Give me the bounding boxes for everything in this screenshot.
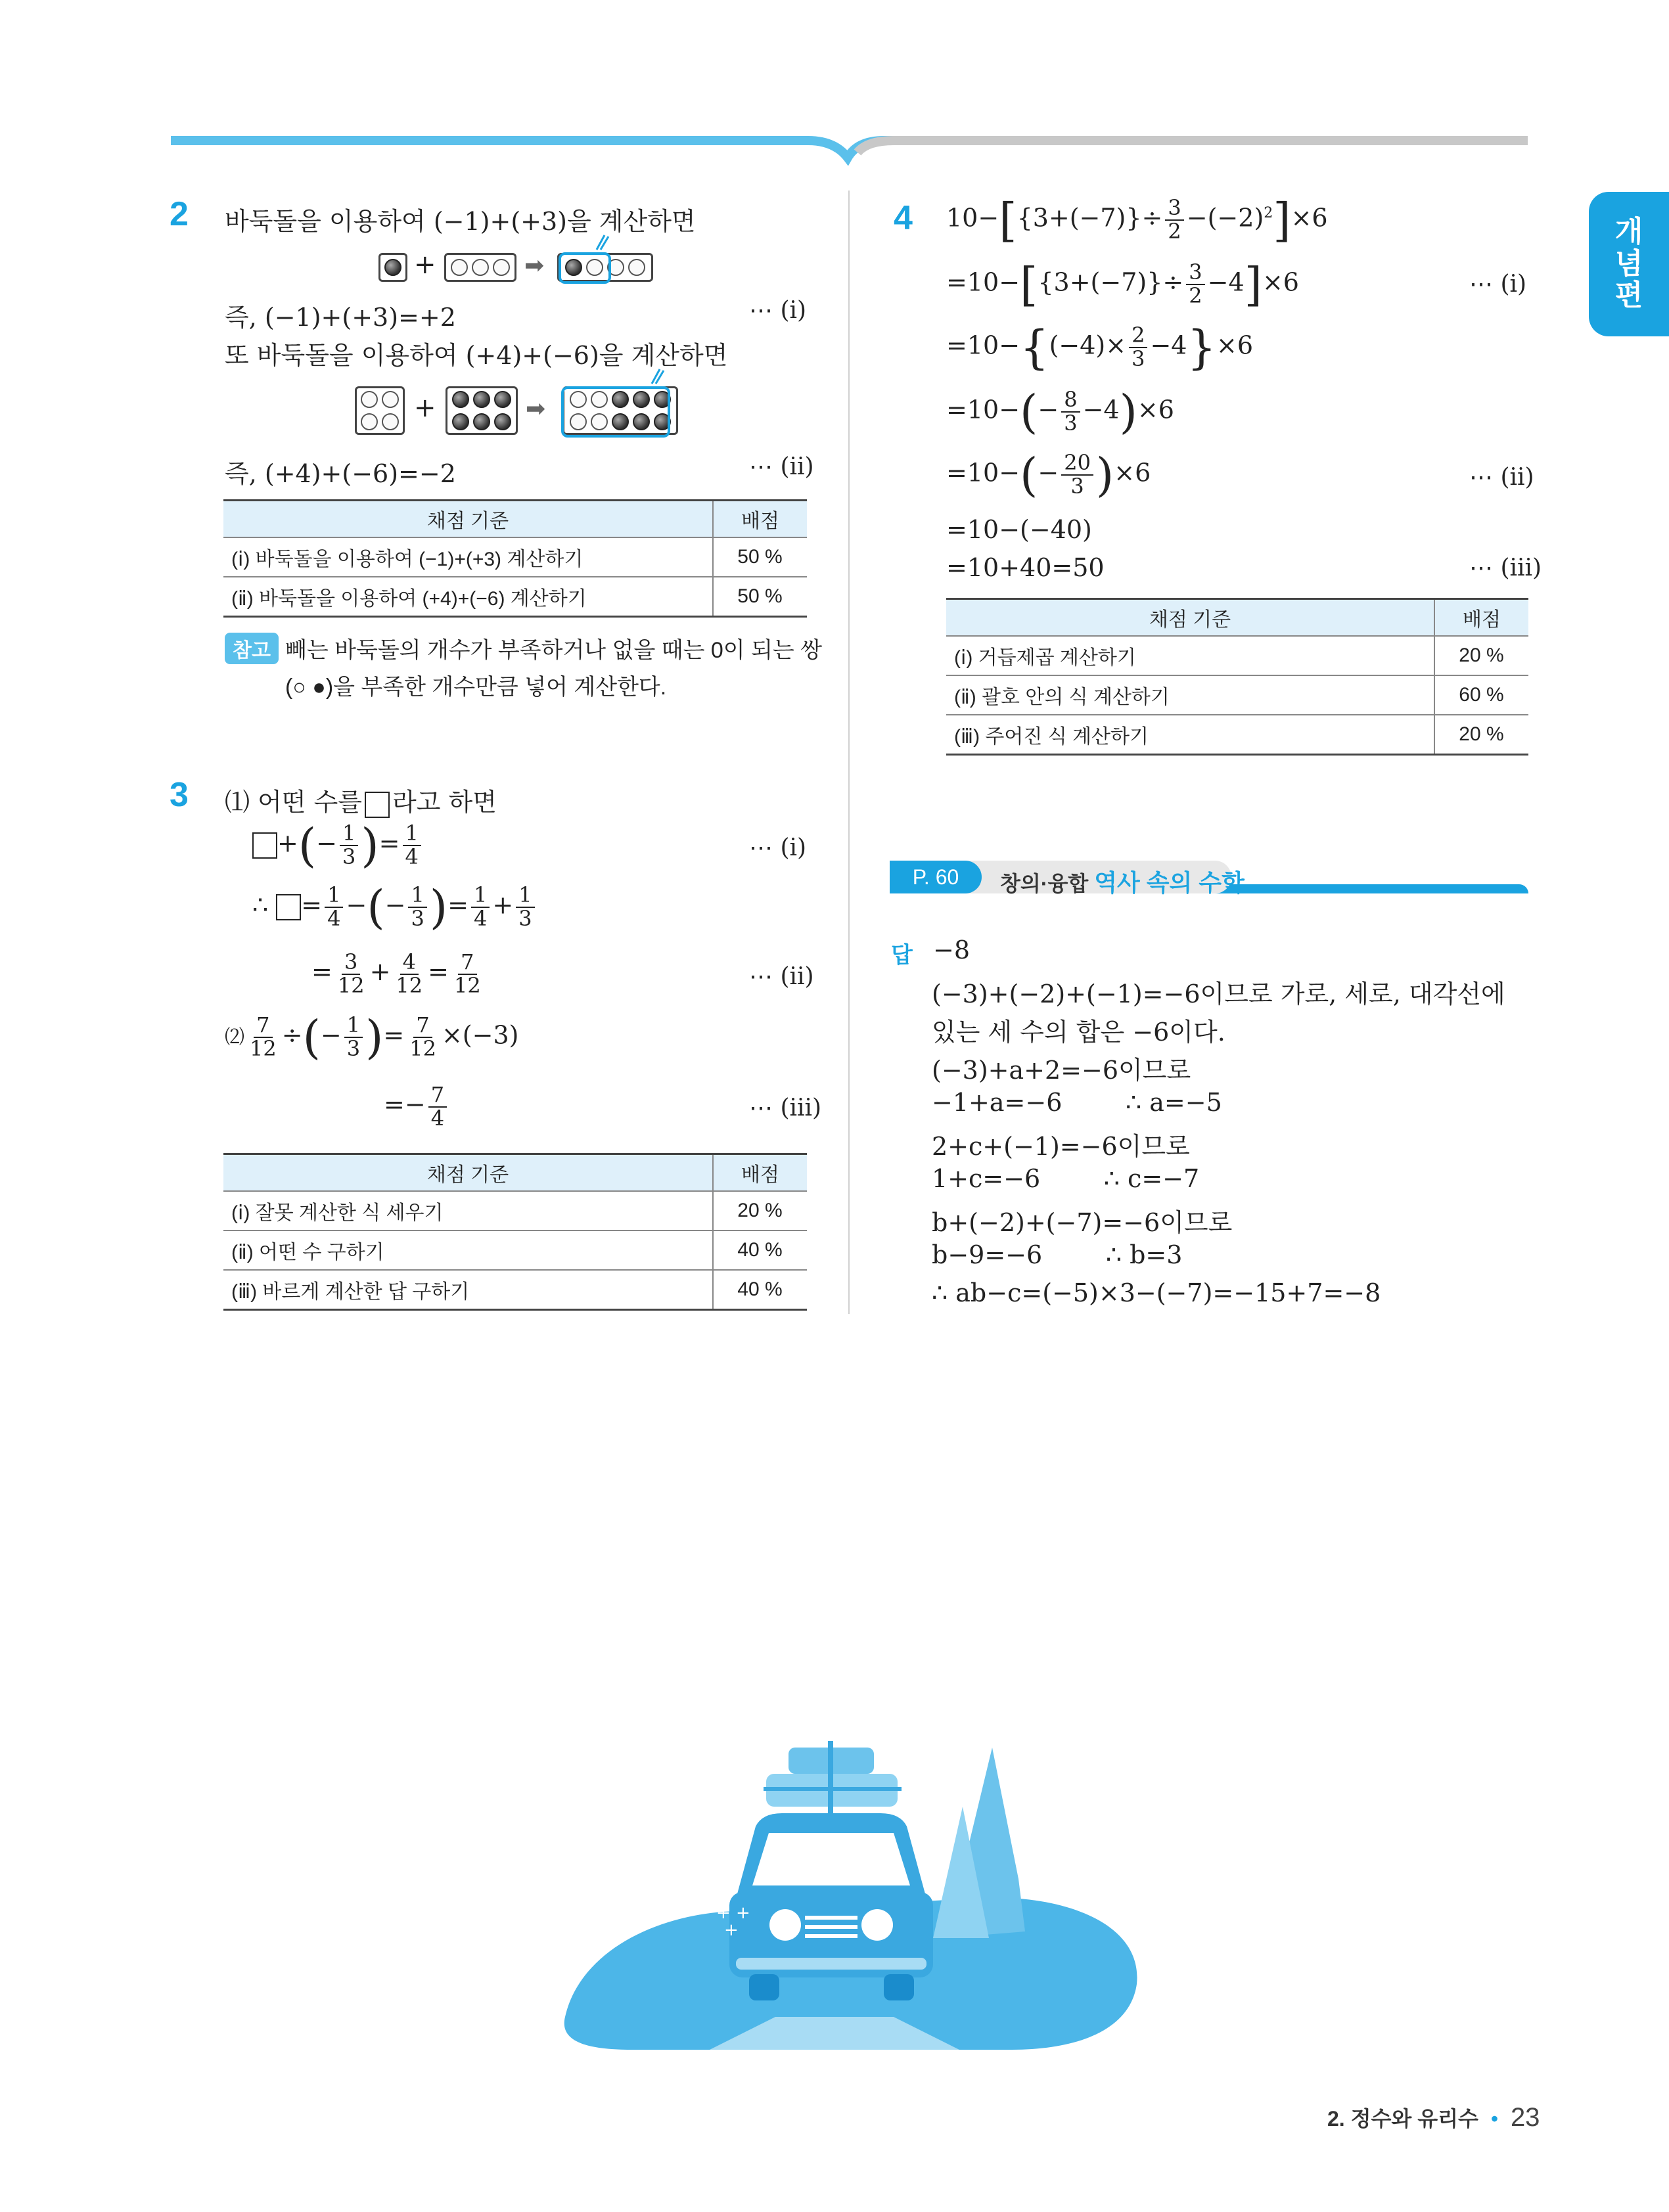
problem4-step2: =10−[{3+(−7)}÷ $\frac{3}{2}$ −4]×6 xyxy=(946,258,1299,311)
solution-line: 1+c=−6 ∴ c=−7 xyxy=(932,1164,1200,1193)
mark-ii: ⋯ (ⅱ) xyxy=(749,453,814,480)
side-tab xyxy=(1589,192,1669,336)
table-header: 채점 기준 xyxy=(223,1154,713,1192)
table-row xyxy=(946,675,1528,715)
problem2-line2: 즉, (−1)+(+3)=+2 xyxy=(225,303,456,332)
table-header: 채점 기준 xyxy=(946,599,1434,637)
problem4-step7: =10+40=50 xyxy=(946,553,1105,582)
problem2-line3: 또 바둑돌을 이용하여 (+4)+(−6)을 계산하면 xyxy=(225,341,728,370)
table-cell: (ⅲ) 주어진 식 계산하기 xyxy=(946,715,1434,755)
side-tab-char: 개 xyxy=(1614,215,1643,248)
solution-line: 2+c+(−1)=−6이므로 xyxy=(932,1132,1190,1161)
mark-i: ⋯ (ⅰ) xyxy=(749,834,807,861)
pair-highlight xyxy=(557,230,616,285)
footer-bullet: • xyxy=(1490,2107,1499,2131)
stone-box-plus3 xyxy=(444,253,516,282)
table-header: 배점 xyxy=(713,501,807,538)
problem3-eq4: ⑵ $\frac{7}{12}$ ÷(− $\frac{1}{3}$ )= $\frac{7}{12}$ ×(−3) xyxy=(225,1010,519,1064)
table-row xyxy=(223,1230,807,1270)
table-cell: 50 % xyxy=(713,537,807,577)
table-cell: 60 % xyxy=(1434,675,1528,715)
table-cell: 20 % xyxy=(1434,715,1528,755)
side-tab-char: 편 xyxy=(1614,279,1643,312)
table-row xyxy=(946,715,1528,755)
pair-highlight xyxy=(560,365,678,439)
solution-line: −1+a=−6 ∴ a=−5 xyxy=(932,1088,1222,1117)
arrow-icon: ➡ xyxy=(526,395,546,422)
side-tab-char: 념 xyxy=(1614,247,1643,280)
problem3-eq2: ∴ = $\frac{1}{4}$ −(− $\frac{1}{3}$ )= $\frac{1}{4}$ + $\frac{1}{3}$ xyxy=(252,884,537,930)
problem-number: 4 xyxy=(894,199,913,237)
plus-sign: + xyxy=(414,250,436,280)
solution-line: (−3)+(−2)+(−1)=−6이므로 가로, 세로, 대각선에 xyxy=(932,980,1505,1008)
blank-box xyxy=(252,832,277,859)
stone-box-minus6 xyxy=(446,386,518,435)
page-number: 23 xyxy=(1510,2103,1540,2132)
problem4-step4: =10−(− $\frac{8}{3}$ −4)×6 xyxy=(946,385,1174,439)
creative-title-b: 역사 속의 수학 xyxy=(1094,869,1245,896)
creative-title-a: 창의·융합 xyxy=(1000,872,1089,895)
table-cell: (ⅲ) 바르게 계산한 답 구하기 xyxy=(223,1270,713,1310)
table-cell: 50 % xyxy=(713,577,807,617)
arrow-icon: ➡ xyxy=(524,252,545,279)
problem3-eq1: +(− $\frac{1}{3}$ )= $\frac{1}{4}$ xyxy=(252,823,424,869)
problem3-eq5: =− $\frac{7}{4}$ xyxy=(384,1084,449,1129)
column-divider xyxy=(848,191,850,1314)
solution-line: b+(−2)+(−7)=−6이므로 xyxy=(932,1208,1233,1237)
table-cell: (ⅱ) 바둑돌을 이용하여 (+4)+(−6) 계산하기 xyxy=(223,577,713,617)
table-row xyxy=(223,1270,807,1310)
table-header: 배점 xyxy=(713,1154,807,1192)
table-cell: (ⅰ) 바둑돌을 이용하여 (−1)+(+3) 계산하기 xyxy=(223,537,713,577)
creative-title xyxy=(1000,865,1245,898)
problem4-step6: =10−(−40) xyxy=(946,515,1092,544)
chapter-title: 2. 정수와 유리수 xyxy=(1327,2107,1478,2131)
plus-sign: + xyxy=(414,393,436,423)
solution-line: (−3)+a+2=−6이므로 xyxy=(932,1056,1191,1085)
problem-number: 2 xyxy=(170,195,189,233)
table-cell: (ⅰ) 거듭제곱 계산하기 xyxy=(946,636,1434,675)
grading-table-4 xyxy=(946,598,1528,756)
stone-box-minus1 xyxy=(378,253,407,282)
mark-ii: ⋯ (ⅱ) xyxy=(1469,464,1534,491)
table-cell: 40 % xyxy=(713,1230,807,1270)
note-line2: (○ ●)을 부족한 개수만큼 넣어 계산한다. xyxy=(285,675,667,700)
table-cell: 20 % xyxy=(1434,636,1528,675)
page-badge: P. 60 xyxy=(890,861,982,893)
stone-box-plus4 xyxy=(355,386,405,435)
blank-box xyxy=(276,894,301,920)
table-row xyxy=(223,577,807,617)
problem4-step5: =10−(− $\frac{20}{3}$ )×6 xyxy=(946,448,1151,502)
problem2-line1: 바둑돌을 이용하여 (−1)+(+3)을 계산하면 xyxy=(225,207,696,236)
table-row xyxy=(223,537,807,577)
problem-number: 3 xyxy=(170,776,189,814)
table-row xyxy=(946,636,1528,675)
header-bar xyxy=(0,0,1669,171)
mark-ii: ⋯ (ⅱ) xyxy=(749,963,814,990)
table-row xyxy=(223,1191,807,1230)
footer xyxy=(1327,2102,1540,2133)
answer-label: 답 xyxy=(891,943,913,968)
svg-text:+: + xyxy=(724,1920,739,1940)
mark-iii: ⋯ (ⅲ) xyxy=(1469,554,1542,581)
mark-iii: ⋯ (ⅲ) xyxy=(749,1095,822,1121)
car-illustration xyxy=(552,1721,1156,2063)
mark-i: ⋯ (ⅰ) xyxy=(1469,271,1527,298)
table-cell: (ⅰ) 잘못 계산한 식 세우기 xyxy=(223,1191,713,1230)
mark-i: ⋯ (ⅰ) xyxy=(749,297,807,324)
problem4-step1: 10−[{3+(−7)}÷ $\frac{3}{2}$ $-(-2)^2]\times 6$ xyxy=(946,193,1328,247)
note-line1: 빼는 바둑돌의 개수가 부족하거나 없을 때는 0이 되는 쌍 xyxy=(285,638,823,663)
grading-table-2 xyxy=(223,499,807,618)
problem3-intro-a: ⑴ 어떤 수를 xyxy=(225,788,362,817)
solution-line: b−9=−6 ∴ b=3 xyxy=(932,1240,1183,1269)
table-header: 채점 기준 xyxy=(223,501,713,538)
table-cell: (ⅱ) 괄호 안의 식 계산하기 xyxy=(946,675,1434,715)
problem3-intro xyxy=(225,782,497,818)
blank-box xyxy=(365,792,390,818)
svg-text:+ +: + + xyxy=(716,1903,750,1923)
problem4-step3: =10−{(−4)× $\frac{2}{3}$ −4}×6 xyxy=(946,321,1254,374)
table-cell: 20 % xyxy=(713,1191,807,1230)
grading-table-3 xyxy=(223,1153,807,1311)
table-header: 배점 xyxy=(1434,599,1528,637)
therefore-sign: ∴ xyxy=(252,890,269,920)
problem2-line4: 즉, (+4)+(−6)=−2 xyxy=(225,459,456,488)
creative-header xyxy=(890,861,1528,904)
problem3-eq3: = $\frac{3}{12}$ + $\frac{4}{12}$ = $\frac{7}{12}$ xyxy=(311,949,481,998)
problem3-intro-b: 라고 하면 xyxy=(392,788,497,817)
table-cell: (ⅱ) 어떤 수 구하기 xyxy=(223,1230,713,1270)
answer-value: −8 xyxy=(933,936,971,964)
table-cell: 40 % xyxy=(713,1270,807,1310)
solution-line: ∴ ab−c=(−5)×3−(−7)=−15+7=−8 xyxy=(932,1278,1381,1307)
note-badge: 참고 xyxy=(225,633,279,664)
black-stone xyxy=(384,259,401,276)
part2-label: ⑵ xyxy=(225,1026,244,1049)
solution-line: 있는 세 수의 합은 −6이다. xyxy=(932,1018,1225,1047)
